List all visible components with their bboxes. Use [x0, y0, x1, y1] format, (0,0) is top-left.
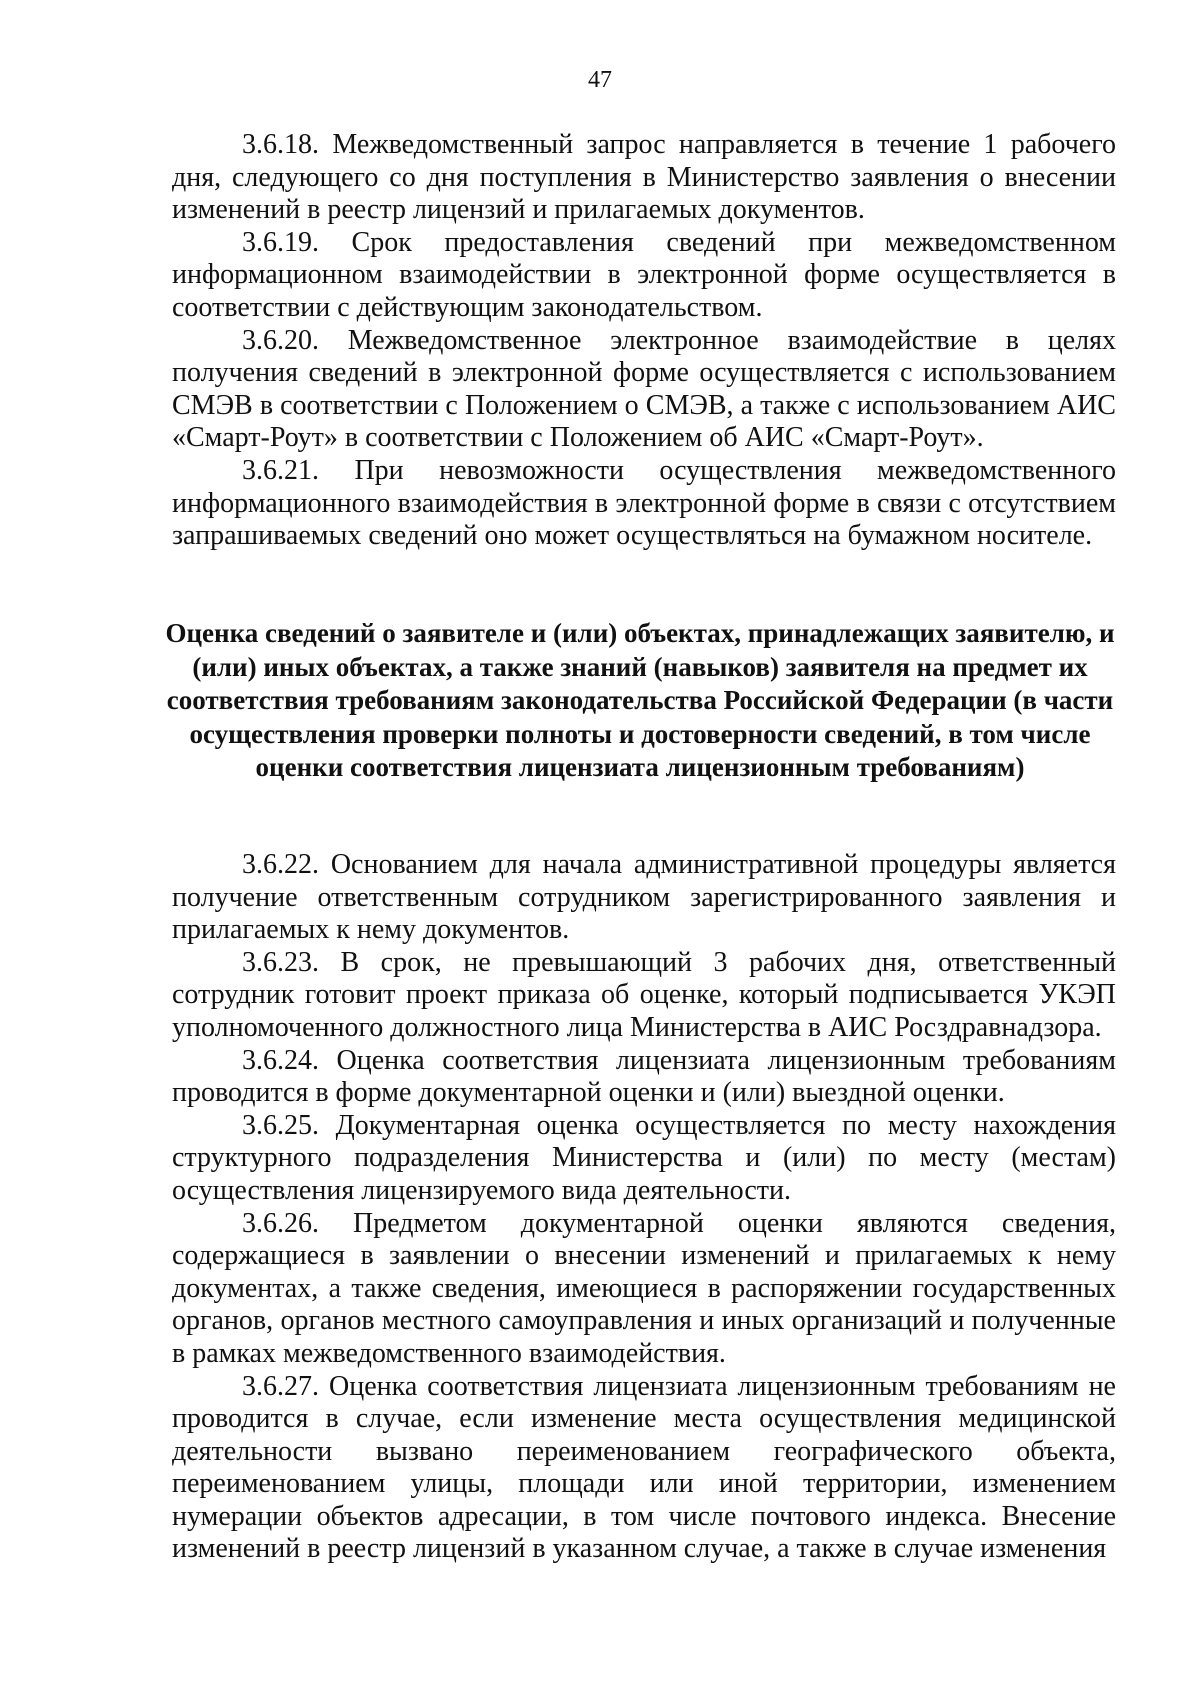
- paragraph-3-6-24: 3.6.24. Оценка соответствия лицензиата лицензионным требованиям проводится в форме документарной оценки и (или) выездной оценки.: [172, 1044, 1116, 1109]
- paragraph-3-6-27: 3.6.27. Оценка соответствия лицензиата лицензионным требованиям не проводится в случае, если изменение места осуществления медицинской деятельности вызвано переименованием географического объекта, переименованием улицы, площади или иной территории, изменением нумерации объектов адресации, в том числе почтового индекса. Внесение изменений в реестр лицензий в указанном случае, а также в случае изменения: [172, 1370, 1116, 1565]
- paragraph-3-6-18: 3.6.18. Межведомственный запрос направляется в течение 1 рабочего дня, следующего со дня поступления в Министерство заявления о внесении изменений в реестр лицензий и прилагаемых документов.: [172, 129, 1116, 226]
- paragraph-3-6-22: 3.6.22. Основанием для начала административной процедуры является получение ответственным сотрудником зарегистрированного заявления и прилагаемых к нему документов.: [172, 849, 1116, 946]
- paragraph-3-6-25: 3.6.25. Документарная оценка осуществляется по месту нахождения структурного подразделения Министерства и (или) по месту (местам) осуществления лицензируемого вида деятельности.: [172, 1109, 1116, 1206]
- paragraphs-top: [172, 129, 1116, 553]
- paragraphs-bottom: [172, 849, 1116, 1566]
- paragraph-3-6-21: 3.6.21. При невозможности осуществления межведомственного информационного взаимодействия в электронной форме в связи с отсутствием запрашиваемых сведений оно может осуществляться на бумажном носителе.: [172, 454, 1116, 552]
- page-number: 47: [588, 67, 612, 93]
- paragraph-3-6-23: 3.6.23. В срок, не превышающий 3 рабочих дня, ответственный сотрудник готовит проект приказа об оценке, который подписывается УКЭП уполномоченного должностного лица Министерства в АИС Росздравнадзора.: [172, 946, 1116, 1043]
- section-heading: Оценка сведений о заявителе и (или) объектах, принадлежащих заявителю, и (или) иных объектах, а также знаний (навыков) заявителя на предмет их соответствия требованиям законодательства Российской Федерации (в части осуществления проверки полноты и достоверности сведений, в том числе оценки соответствия лицензиата лицензионным требованиям): [165, 618, 1115, 782]
- paragraph-3-6-20: 3.6.20. Межведомственное электронное взаимодействие в целях получения сведений в электронной форме осуществляется с использованием СМЭВ в соответствии с Положением о СМЭВ, а также с использованием АИС «Смарт-Роут» в соответствии с Положением об АИС «Смарт-Роут».: [172, 324, 1116, 454]
- paragraph-3-6-19: 3.6.19. Срок предоставления сведений при межведомственном информационном взаимодействии в электронной форме осуществляется в соответствии с действующим законодательством.: [172, 226, 1116, 323]
- paragraph-3-6-26: 3.6.26. Предметом документарной оценки являются сведения, содержащиеся в заявлении о внесении изменений и прилагаемых к нему документах, а также сведения, имеющиеся в распоряжении государственных органов, органов местного самоуправления и иных организаций и полученные в рамках межведомственного взаимодействия.: [172, 1207, 1116, 1369]
